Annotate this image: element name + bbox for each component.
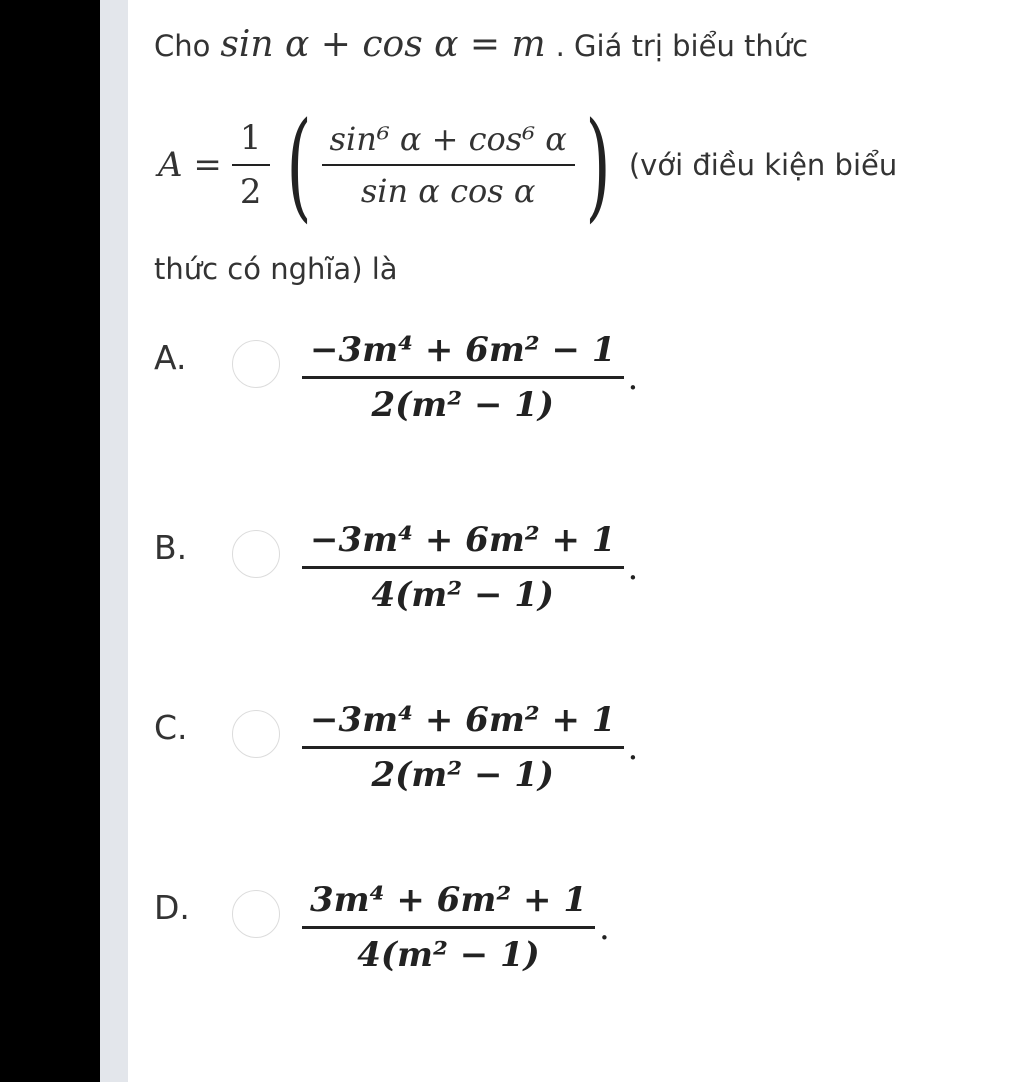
- option-numerator: −3m⁴ + 6m² + 1: [310, 520, 616, 560]
- option-formula: [302, 520, 638, 615]
- option-formula: [302, 880, 610, 975]
- scrollbar-track[interactable]: [100, 0, 128, 1082]
- radio-button[interactable]: [232, 710, 280, 758]
- fraction-bar: [302, 926, 595, 929]
- radio-button[interactable]: [232, 890, 280, 938]
- fraction-bar: [302, 746, 624, 749]
- option-c[interactable]: [154, 700, 954, 858]
- question-line-3: thức có nghĩa) là: [154, 252, 398, 286]
- left-paren: (: [285, 96, 312, 234]
- option-period: .: [627, 357, 639, 398]
- main-denominator: sin α cos α: [360, 172, 536, 210]
- option-a[interactable]: [154, 330, 954, 488]
- option-period: .: [627, 727, 639, 768]
- main-numerator: sin⁶ α + cos⁶ α: [329, 120, 567, 158]
- radio-button[interactable]: [232, 530, 280, 578]
- option-fraction: [302, 700, 624, 795]
- fraction-bar: [232, 164, 270, 166]
- option-letter: A.: [154, 338, 187, 377]
- fraction-bar: [302, 566, 624, 569]
- option-fraction: [302, 520, 624, 615]
- option-denominator: 4(m² − 1): [371, 575, 555, 615]
- option-denominator: 2(m² − 1): [371, 385, 555, 425]
- question-line-1: [154, 24, 808, 65]
- half-denominator: 2: [239, 172, 262, 212]
- option-period: .: [627, 547, 639, 588]
- option-formula: [302, 330, 638, 425]
- option-formula: [302, 700, 638, 795]
- expression-label: A =: [158, 145, 222, 185]
- option-denominator: 4(m² − 1): [357, 935, 540, 975]
- question-suffix: . Giá trị biểu thức: [555, 29, 809, 63]
- option-letter: D.: [154, 888, 190, 927]
- question-prefix: Cho: [154, 29, 211, 63]
- condition-expression: sin α + cos α = m: [220, 24, 546, 65]
- option-letter: C.: [154, 708, 188, 747]
- half-fraction: [232, 118, 270, 212]
- option-numerator: −3m⁴ + 6m² − 1: [310, 330, 616, 370]
- expression-line: [158, 94, 897, 236]
- option-numerator: 3m⁴ + 6m² + 1: [310, 880, 588, 920]
- option-fraction: [302, 880, 595, 975]
- option-denominator: 2(m² − 1): [371, 755, 555, 795]
- fraction-bar: [302, 376, 624, 379]
- option-period: .: [599, 907, 610, 948]
- option-d[interactable]: [154, 880, 954, 1038]
- radio-button[interactable]: [232, 340, 280, 388]
- option-b[interactable]: [154, 520, 954, 678]
- option-letter: B.: [154, 528, 188, 567]
- right-paren: ): [585, 96, 611, 234]
- half-numerator: 1: [239, 118, 262, 158]
- option-fraction: [302, 330, 624, 425]
- option-numerator: −3m⁴ + 6m² + 1: [310, 700, 616, 740]
- fraction-bar: [322, 164, 575, 166]
- condition-text: (với điều kiện biểu: [628, 148, 898, 182]
- question-panel: [128, 0, 1024, 1082]
- main-fraction: [322, 120, 575, 210]
